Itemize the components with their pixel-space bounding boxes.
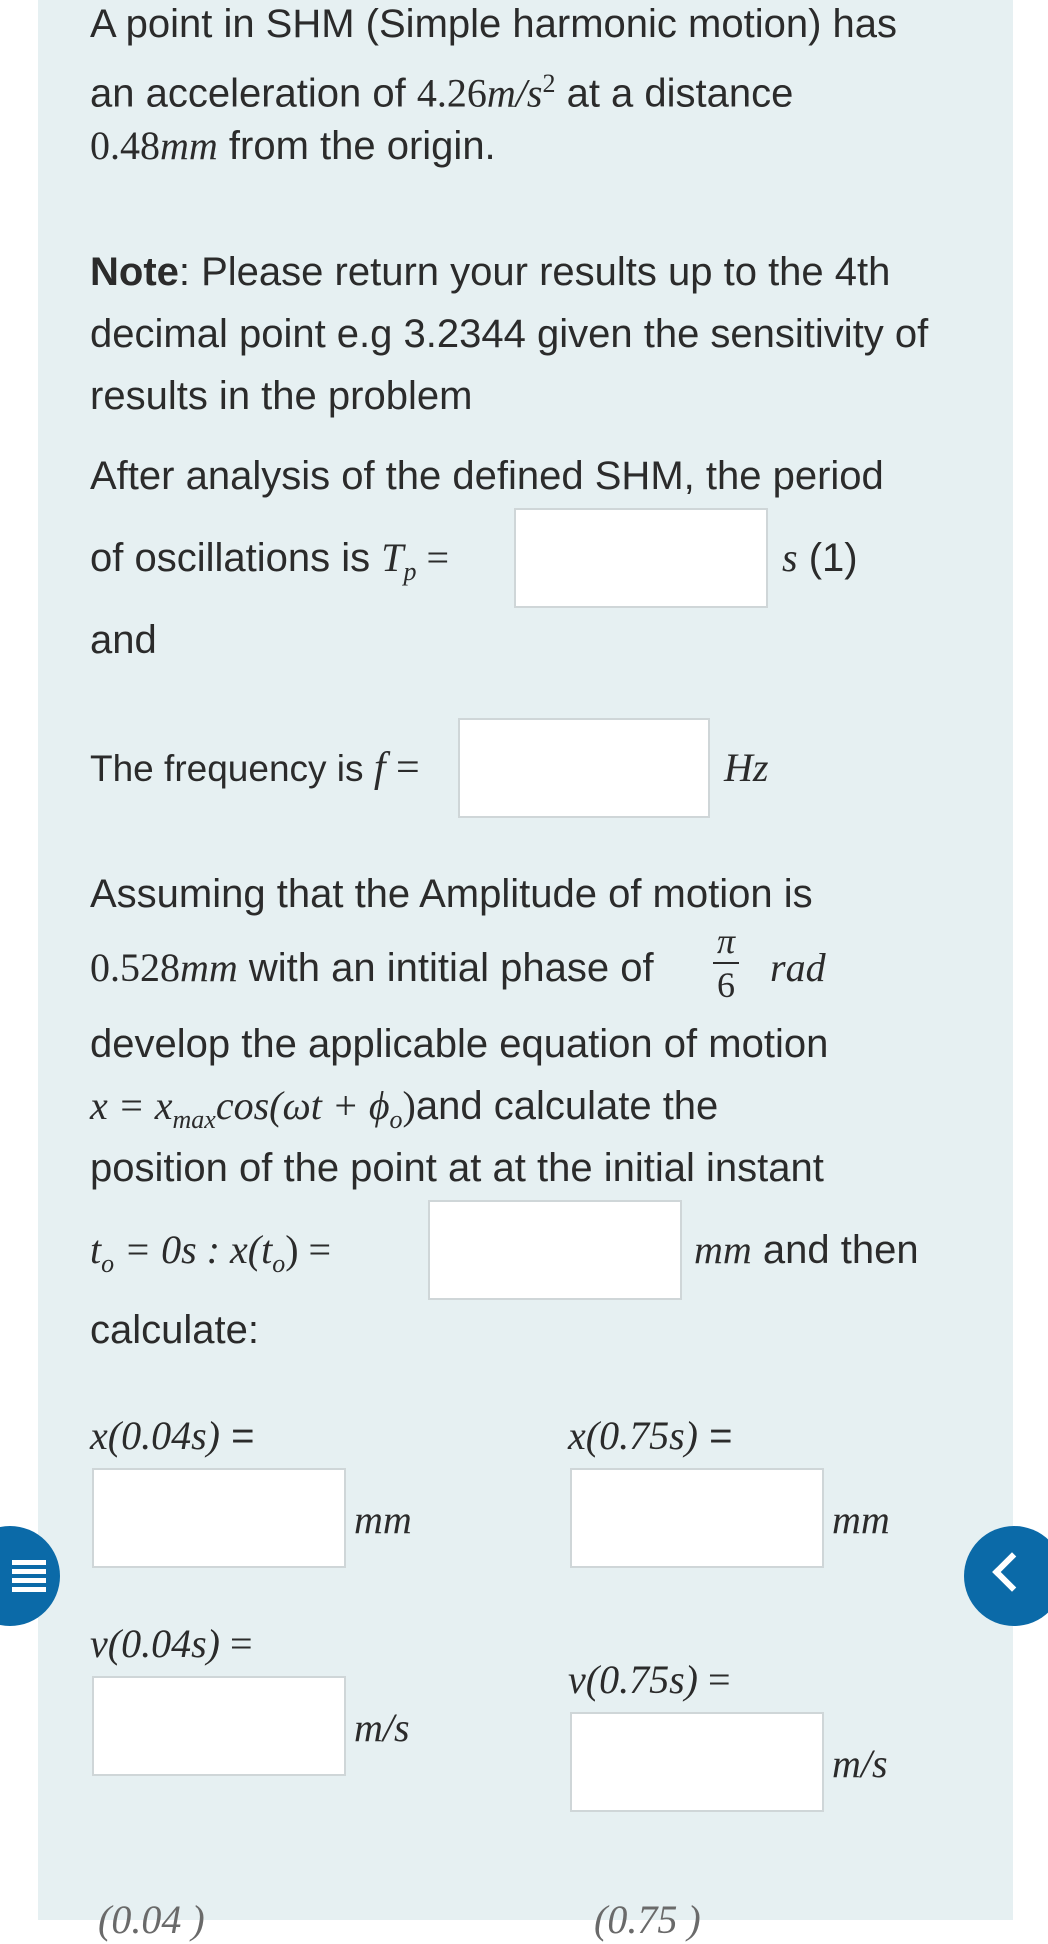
amplitude-line-3: develop the applicable equation of motion: [90, 1022, 829, 1066]
note-line-2: decimal point e.g 3.2344 given the sensitivity of: [90, 312, 929, 356]
x075-input[interactable]: [570, 1468, 824, 1568]
initial-position-input[interactable]: [428, 1200, 682, 1300]
frequency-input[interactable]: [458, 718, 710, 818]
x004-label: x(0.04s) =: [90, 1413, 255, 1458]
problem-line-3: 0.48mm from the origin.: [90, 123, 496, 168]
amplitude-line-5: position of the point at at the initial instant: [90, 1146, 824, 1190]
v075-input[interactable]: [570, 1712, 824, 1812]
v075-label: v(0.75s) =: [568, 1657, 731, 1702]
chevron-left-icon: [992, 1552, 1032, 1592]
and-text: and: [90, 618, 157, 662]
calculate-label: calculate:: [90, 1308, 259, 1352]
note-line-1: Note: Please return your results up to the 4th: [90, 250, 891, 294]
period-unit: s (1): [782, 535, 858, 580]
initial-position-label: $t_o = 0s$ : $x(t_o)$ =: [90, 1227, 332, 1278]
note-line-3: results in the problem: [90, 374, 473, 418]
problem-line-2: an acceleration of $4.26m/s^2$ at a distance: [90, 69, 794, 116]
x004-unit: mm: [354, 1497, 412, 1542]
phase-unit: rad: [770, 945, 826, 990]
initial-position-unit: mm and then: [694, 1227, 919, 1272]
frequency-unit: Hz: [724, 745, 769, 790]
a004-label-partial: (0.04 ): [98, 1897, 205, 1942]
x004-input[interactable]: [92, 1468, 346, 1568]
a075-label-partial: (0.75 ): [594, 1897, 701, 1942]
x075-unit: mm: [832, 1497, 890, 1542]
v075-unit: m/s: [832, 1741, 888, 1786]
list-icon: [12, 1560, 46, 1592]
frequency-label: The frequency is f =: [90, 745, 420, 791]
phase-fraction: $\frac{\pi}{6}$: [705, 920, 747, 1006]
problem-line-1: A point in SHM (Simple harmonic motion) has: [90, 2, 897, 46]
period-input[interactable]: [514, 508, 768, 608]
v004-input[interactable]: [92, 1676, 346, 1776]
amplitude-line-2: 0.528mm with an intitial phase of: [90, 945, 654, 990]
x075-label: x(0.75s) =: [568, 1413, 733, 1458]
v004-unit: m/s: [354, 1705, 410, 1750]
period-line-1: After analysis of the defined SHM, the period: [90, 454, 884, 498]
amplitude-line-1: Assuming that the Amplitude of motion is: [90, 872, 813, 916]
period-label: of oscillations is $T_p$ =: [90, 535, 450, 586]
v004-label: v(0.04s) =: [90, 1621, 253, 1666]
equation-of-motion: $x = x_{max}\cos(\omega t + \phi_o)and$ calculate the: [90, 1083, 719, 1134]
